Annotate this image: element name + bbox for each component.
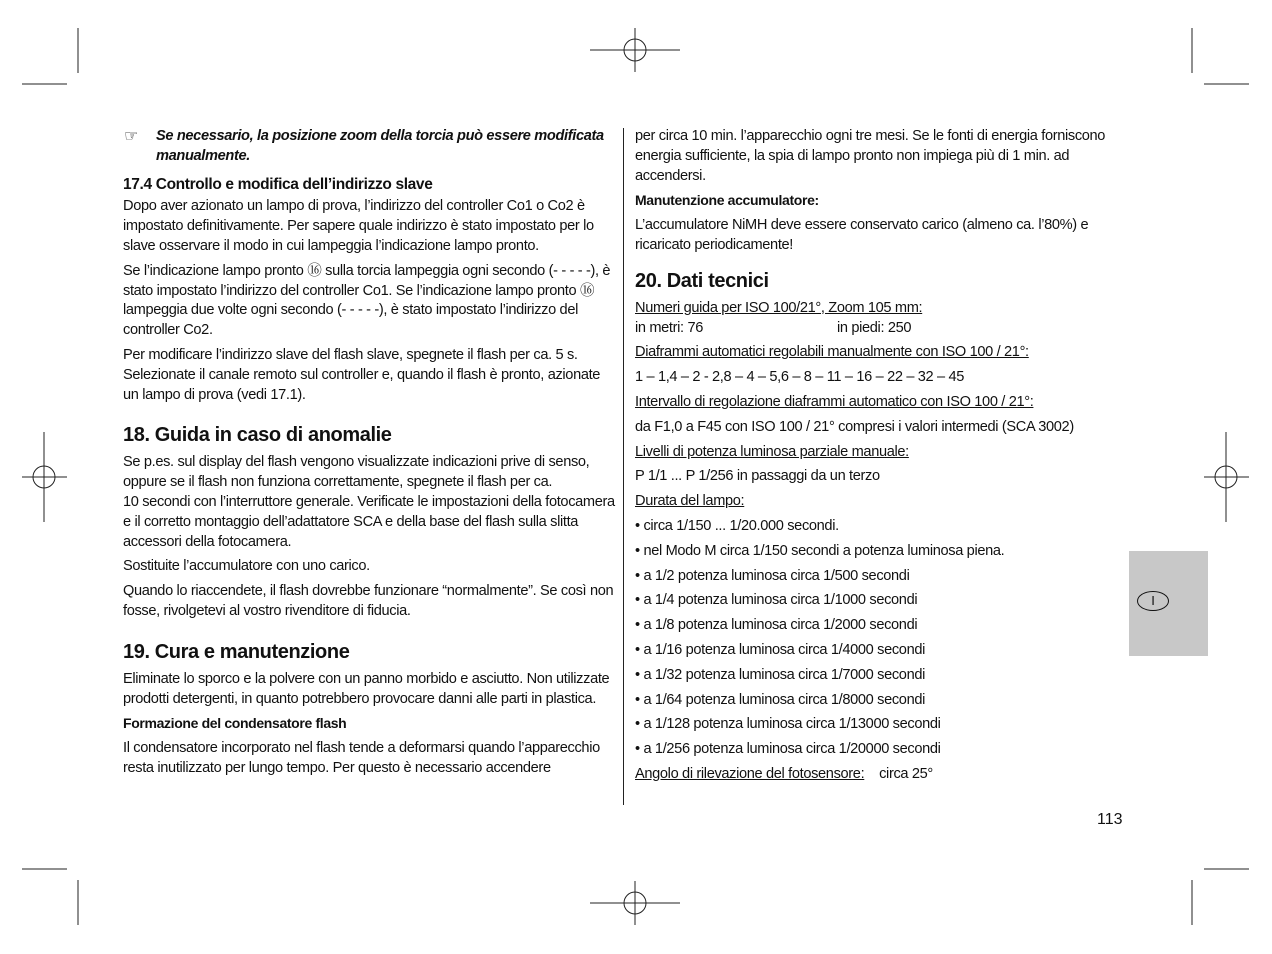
flash-duration-label: Durata del lampo: — [635, 493, 745, 510]
guide-number-feet: in piedi: 250 — [837, 319, 912, 336]
sensor-angle-value: circa 25° — [879, 765, 933, 782]
section-20-title: 20. Dati tecnici — [635, 269, 769, 292]
duration-item: • circa 1/150 ... 1/20.000 secondi. — [635, 517, 839, 534]
duration-item: • a 1/256 potenza luminosa circa 1/20000 secondi — [635, 741, 941, 758]
section-19-paragraph-2: Il condensatore incorporato nel flash tende a deformarsi quando l’apparecchio resta inutilizzato per lungo tempo. Per questo è necessario accendere — [123, 740, 600, 776]
aperture-range-label: Intervallo di regolazione diaframmi automatico con ISO 100 / 21°: — [635, 393, 1034, 410]
sensor-angle-label: Angolo di rilevazione del fotosensore: — [635, 765, 865, 782]
section-19-title: 19. Cura e manutenzione — [123, 640, 350, 663]
section-18-paragraph-1b: 10 secondi con l’interruttore generale. Verificate le impostazioni della fotocamera e il corretto montaggio dell’adattatore SCA e della base del flash sulla slitta accessori della fotocamera. — [123, 493, 615, 550]
section-19-paragraph-1: Eliminate lo sporco e la polvere con un panno morbido e asciutto. Non utilizzate prodotti detergenti, in quanto potrebbero provocare danni alle parti in plastica. — [123, 670, 610, 707]
duration-item: • nel Modo M circa 1/150 secondi a potenza luminosa piena. — [635, 542, 1005, 559]
language-tab — [1129, 551, 1208, 656]
sensor-angle-row — [635, 765, 1130, 785]
language-tab-label: I — [1137, 591, 1169, 611]
continued-paragraph: per circa 10 min. l’apparecchio ogni tre mesi. Se le fonti di energia forniscono energia sufficiente, la spia di lampo pronto non impiega più di 1 min. ad accendersi. — [635, 128, 1106, 184]
power-levels-label: Livelli di potenza luminosa parziale manuale: — [635, 443, 909, 460]
section-18-title: 18. Guida in caso di anomalie — [123, 424, 392, 447]
section-17-4-title: 17.4 Controllo e modifica dell’indirizzo slave — [123, 175, 433, 193]
duration-item: • a 1/64 potenza luminosa circa 1/8000 secondi — [635, 691, 925, 708]
duration-item: • a 1/16 potenza luminosa circa 1/4000 secondi — [635, 641, 925, 658]
section-18-paragraph-1: Se p.es. sul display del flash vengono visualizzate indicazioni prive di senso, oppure se il flash non funziona correttamente, spegnete il flash per ca. — [123, 454, 590, 491]
battery-maintenance-paragraph: L’accumulatore NiMH deve essere conservato carico (almeno ca. l’80%) e ricaricato periodicamente! — [635, 217, 1089, 253]
apertures-values: 1 – 1,4 – 2 - 2,8 – 4 – 5,6 – 8 – 11 – 16 – 22 – 32 – 45 — [635, 369, 965, 386]
section-17-4-paragraph-1: Dopo aver azionato un lampo di prova, l’indirizzo del controller Co1 o Co2 è impostato definitivamente. Per sapere quale indirizzo è stato impostato per lo slave osservare il modo in cui lampeggia l’indicazione lampo pronto. — [123, 198, 594, 254]
zoom-note — [123, 127, 615, 167]
duration-item: • a 1/2 potenza luminosa circa 1/500 secondi — [635, 567, 910, 584]
column-divider — [623, 128, 624, 805]
guide-number-meters: in metri: 76 — [635, 319, 703, 336]
section-18-paragraph-2: Sostituite l’accumulatore con uno carico. — [123, 558, 370, 575]
power-levels-value: P 1/1 ... P 1/256 in passaggi da un terzo — [635, 468, 880, 485]
left-column — [123, 127, 615, 784]
duration-item: • a 1/128 potenza luminosa circa 1/13000 secondi — [635, 716, 941, 733]
page-number: 113 — [1097, 811, 1123, 828]
duration-item: • a 1/4 potenza luminosa circa 1/1000 secondi — [635, 592, 918, 609]
duration-item: • a 1/32 potenza luminosa circa 1/7000 secondi — [635, 666, 925, 683]
battery-maintenance-title: Manutenzione accumulatore: — [635, 192, 819, 209]
aperture-range-value: da F1,0 a F45 con ISO 100 / 21° compresi i valori intermedi (SCA 3002) — [635, 418, 1074, 435]
section-17-4-paragraph-2: Se l’indicazione lampo pronto ⑯ sulla torcia lampeggia ogni secondo (- - - - -), è stato impostato l’indirizzo del controller Co1. Se l’indicazione lampo pronto ⑯ lampeggia due volte ogni secondo (- - - - -), è stato impostato l’indirizzo del controller Co2. — [123, 262, 611, 339]
section-18-paragraph-3: Quando lo riaccendete, il flash dovrebbe funzionare “normalmente”. Se così non fosse, rivolgetevi al vostro rivenditore di fiducia. — [123, 583, 614, 619]
zoom-note-text: Se necessario, la posizione zoom della torcia può essere modificata manualmente. — [156, 128, 604, 164]
section-17-4-paragraph-3: Per modificare l’indirizzo slave del flash slave, spegnete il flash per ca. 5 s. Selezionate il canale remoto sul controller e, quando il flash è pronto, azionate un lampo di prova (vedi 17.1). — [123, 346, 601, 403]
duration-item: • a 1/8 potenza luminosa circa 1/2000 secondi — [635, 617, 918, 634]
guide-numbers-label: Numeri guida per ISO 100/21°, Zoom 105 mm: — [635, 299, 923, 316]
guide-numbers-row — [635, 319, 1130, 339]
capacitor-subtitle: Formazione del condensatore flash — [123, 715, 347, 732]
apertures-label: Diaframmi automatici regolabili manualmente con ISO 100 / 21°: — [635, 344, 1029, 361]
right-column — [635, 127, 1130, 790]
pointing-hand-icon: ☞ — [124, 128, 138, 145]
